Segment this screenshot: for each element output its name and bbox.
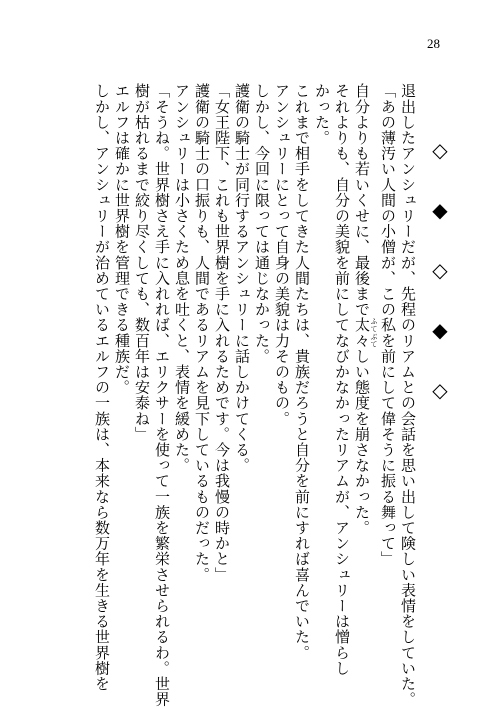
diamond-outline-icon: ◇ [432,378,448,402]
text-line: これまで相手をしてきた人間たちは、貴族だろうと自分を前にすれば喜んでいた。 [293,83,311,661]
ruby-annotation [353,317,378,349]
diamond-outline-icon: ◇ [432,138,448,162]
text-line: 退出したアンシュリーだが、先程のリアムとの会話を思い出して険しい表情をしていた。 [399,83,417,707]
text-line: しかし、今回に限っては通じなかった。 [253,83,271,364]
text-line: 「あの薄汚い人間の小僧が、この私を前にして偉そうに振る舞って」 [379,83,397,567]
text-line: 「女王陛下、これも世界樹を手に入れるためです。今は我慢の時かと」 [213,83,231,583]
ruby-base: 太々 [353,317,371,349]
diamond-filled-icon: ◆ [432,198,448,222]
text-line: 「そうね。世界樹さえ手に入れれば、エリクサーを使って一族を繁栄させられるわ。世界 [153,83,171,707]
text-line: 護衛の騎士の口振りも、人間であるリアムを見下しているものだった。 [193,83,211,583]
ruby-reading: ふてぶて [370,317,378,349]
text-line: 自分よりも若いくせに、最後まで太々 ふてぶてしい態度を崩さなかった。 [353,83,378,536]
diamond-filled-icon: ◆ [432,318,448,342]
text-line: アンシュリーは小さくため息を吐くと、表情を緩めた。 [173,83,191,473]
text-line: エルフは確かに世界樹を管理できる種族だ。 [113,83,131,395]
body-text [78,83,418,707]
text-line: かった。 [313,83,331,146]
diamond-outline-icon: ◇ [432,258,448,282]
page-number: 28 [427,36,440,51]
text-line: 護衛の騎士が同行するアンシュリーに話しかけてくる。 [233,83,251,473]
text-line: アンシュリーにとって自身の美貌は力そのもの。 [273,83,291,427]
text-line: 樹が枯れるまで絞り尽くしても、数百年は安泰ね」 [133,83,151,442]
text-line: しかし、アンシュリーが治めているエルフの一族は、本来なら数万年を生きる世界樹を [93,83,111,692]
text-line: それよりも、自分の美貌を前にしてなびかなかったリアムが、アンシュリーは憎らし [333,83,351,676]
section-break-ornaments [430,140,450,400]
